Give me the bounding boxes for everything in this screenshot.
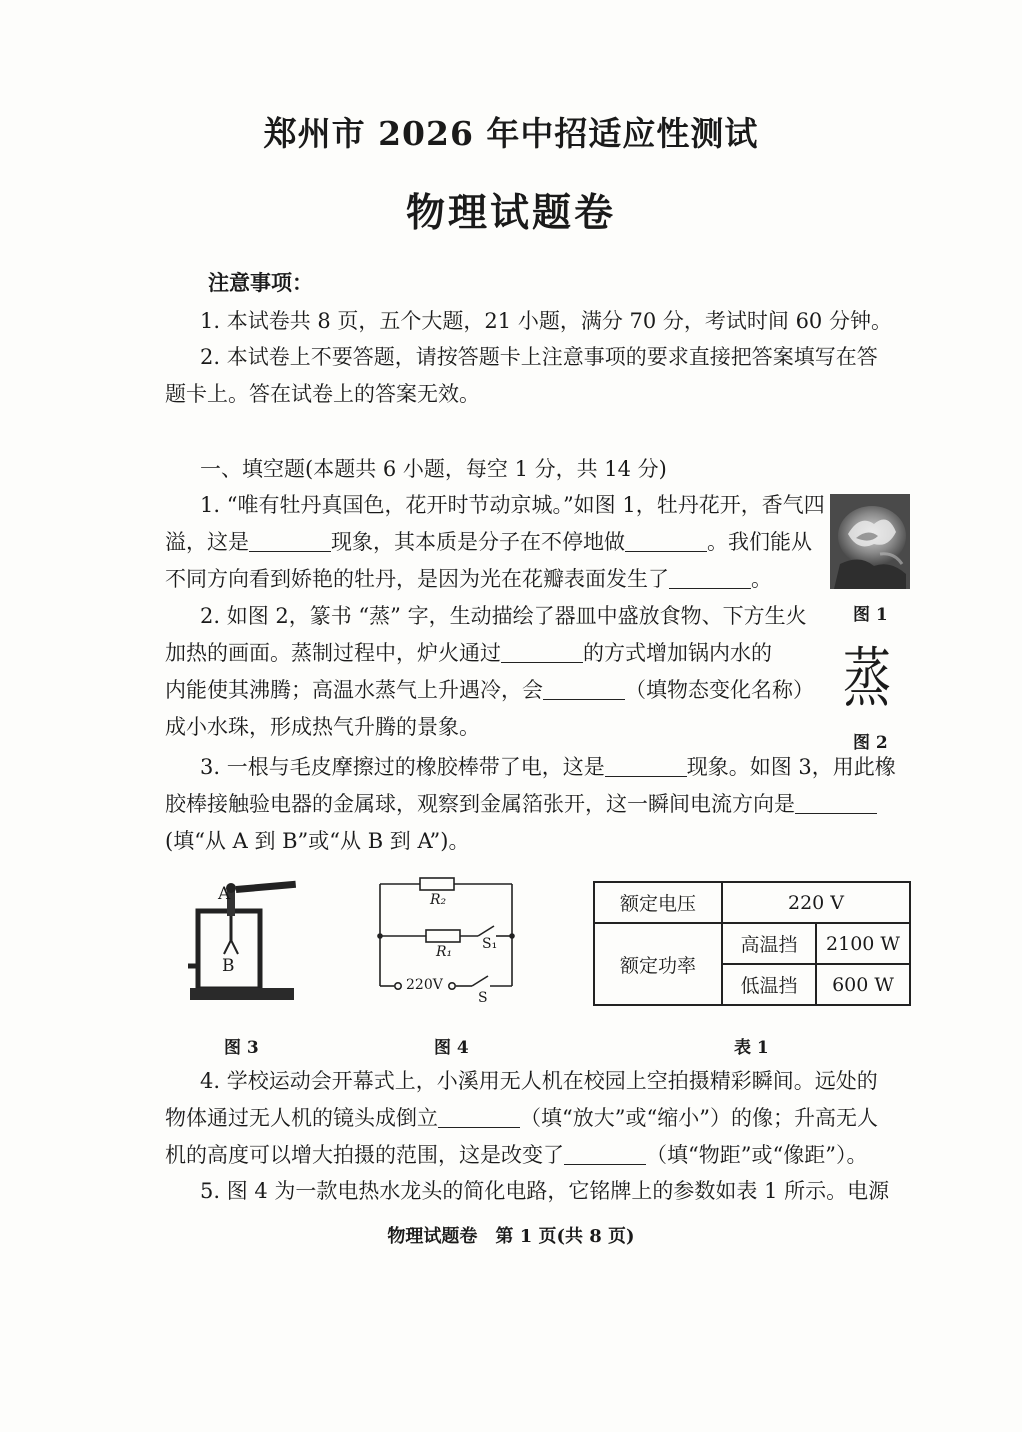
low-mode-label: 低温挡 — [722, 964, 816, 1005]
answer-blank[interactable] — [605, 756, 687, 777]
answer-blank[interactable] — [795, 793, 877, 814]
rated-voltage-label: 额定电压 — [594, 882, 722, 923]
section-1-heading: 一、填空题(本题共 6 小题，每空 1 分，共 14 分) — [200, 457, 667, 481]
answer-blank[interactable] — [438, 1107, 520, 1128]
answer-blank[interactable] — [564, 1144, 646, 1165]
q2-line-4: 成小水珠，形成热气升腾的景象。 — [165, 715, 480, 739]
circuit-diagram — [372, 874, 522, 994]
q3-line-2: 胶棒接触验电器的金属球，观察到金属箔张开，这一瞬间电流方向是 — [165, 789, 877, 819]
answer-blank[interactable] — [543, 679, 625, 700]
electroscope-diagram — [186, 876, 298, 1002]
rated-power-label: 额定功率 — [594, 923, 722, 1005]
high-mode-label: 高温挡 — [722, 923, 816, 964]
q1-line-1: 1. “唯有牡丹真国色，花开时节动京城。”如图 1，牡丹花开，香气四 — [200, 493, 825, 517]
fig3-label-b: B — [222, 956, 235, 976]
figure-2-caption: 图 2 — [853, 733, 888, 753]
table-1-caption: 表 1 — [734, 1038, 769, 1058]
fig4-label-voltage: 220V — [406, 977, 443, 993]
high-mode-value: 2100 W — [816, 923, 910, 964]
notice-heading: 注意事项： — [208, 270, 313, 295]
rated-voltage-value: 220 V — [722, 882, 910, 923]
q1-line-2: 溢，这是 现象，其本质是分子在不停地做 。我们能从 — [165, 530, 812, 554]
q5-line-1: 5. 图 4 为一款电热水龙头的简化电路，它铭牌上的参数如表 1 所示。电源 — [200, 1179, 890, 1203]
answer-blank[interactable] — [249, 531, 331, 552]
q3-line-3: (填“从 A 到 B”或“从 B 到 A”)。 — [165, 829, 470, 853]
seal-script-glyph-image: 蒸 — [842, 641, 891, 717]
figure-4-caption: 图 4 — [434, 1038, 469, 1058]
q4-line-3: 机的高度可以增大拍摄的范围，这是改变了 （填“物距”或“像距”）。 — [165, 1143, 868, 1167]
fig3-label-a: A — [218, 884, 231, 904]
notice-item-1: 1. 本试卷共 8 页，五个大题，21 小题，满分 70 分，考试时间 60 分钟。 — [200, 309, 892, 333]
q2-line-1: 2. 如图 2，篆书 “蒸” 字，生动描绘了器皿中盛放食物、下方生火 — [200, 604, 807, 628]
notice-item-2-line-2: 题卡上。答在试卷上的答案无效。 — [165, 382, 480, 406]
peony-photo-image — [830, 494, 910, 589]
spec-table — [593, 881, 911, 1006]
fig4-label-r1: R₁ — [436, 944, 453, 960]
fig4-label-r2: R₂ — [430, 892, 447, 908]
q2-line-2: 加热的画面。蒸制过程中，炉火通过 的方式增加锅内水的 — [165, 641, 772, 665]
answer-blank[interactable] — [669, 568, 751, 589]
q4-line-1: 4. 学校运动会开幕式上，小溪用无人机在校园上空拍摄精彩瞬间。远处的 — [200, 1069, 878, 1093]
notice-item-2-line-1: 2. 本试卷上不要答题，请按答题卡上注意事项的要求直接把答案填写在答 — [200, 345, 878, 369]
q4-line-2: 物体通过无人机的镜头成倒立 （填“放大”或“缩小”）的像；升高无人 — [165, 1106, 878, 1130]
fig4-label-s: S — [478, 990, 488, 1006]
exam-title: 郑州市 2026 年中招适应性测试 — [263, 114, 759, 153]
exam-subtitle: 物理试题卷 — [405, 190, 616, 236]
q2-line-3: 内能使其沸腾；高温水蒸气上升遇冷，会 （填物态变化名称） — [165, 678, 814, 702]
q3-line-1: 3. 一根与毛皮摩擦过的橡胶棒带了电，这是 现象。如图 3，用此橡 — [200, 755, 896, 779]
answer-blank[interactable] — [625, 531, 707, 552]
low-mode-value: 600 W — [816, 964, 910, 1005]
fig4-label-s1: S₁ — [482, 936, 498, 952]
q1-line-3: 不同方向看到娇艳的牡丹，是因为光在花瓣表面发生了 。 — [165, 567, 772, 591]
figure-1-caption: 图 1 — [853, 605, 888, 625]
answer-blank[interactable] — [501, 642, 583, 663]
figure-3-caption: 图 3 — [224, 1038, 259, 1058]
page-footer: 物理试题卷 第 1 页(共 8 页) — [387, 1226, 635, 1247]
